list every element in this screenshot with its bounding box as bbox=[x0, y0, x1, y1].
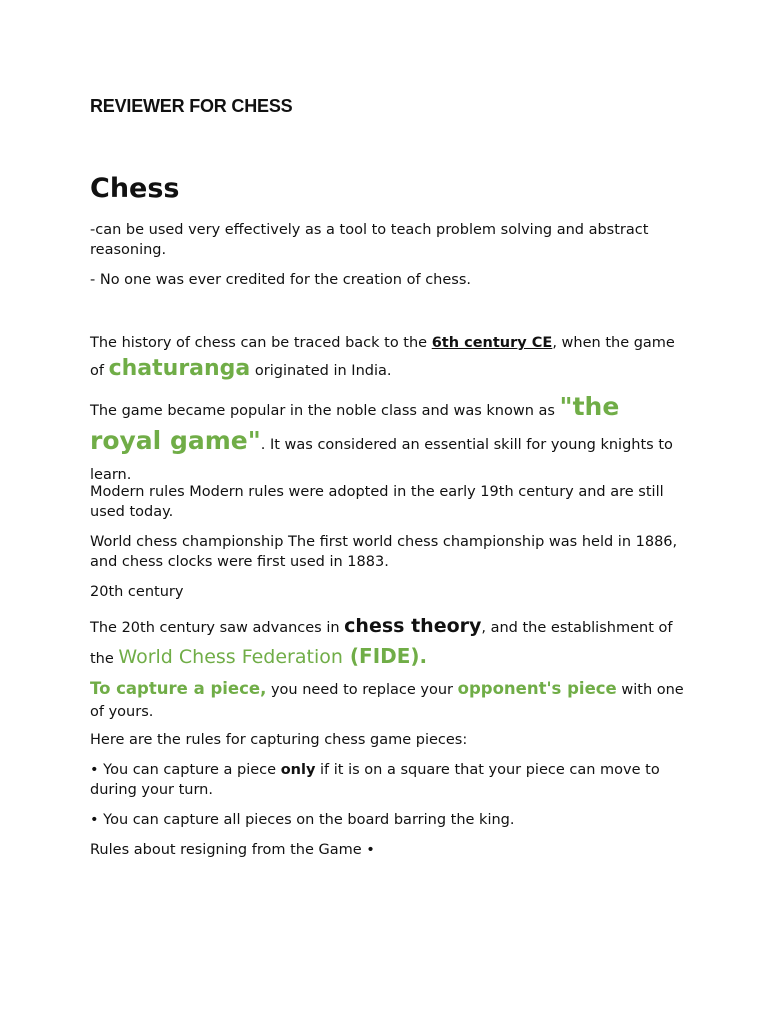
modern-rules-paragraph: Modern rules Modern rules were adopted in the early 19th century and are still used today. bbox=[90, 484, 664, 520]
capture-text-2: with one of yours. bbox=[90, 682, 684, 720]
capture-paragraph bbox=[90, 678, 690, 723]
history-highlight: 6th century CE bbox=[431, 335, 553, 351]
century-text-1: The 20th century saw advances in bbox=[90, 620, 345, 636]
opponent-piece-term: opponent's piece bbox=[457, 679, 617, 698]
history-paragraph bbox=[90, 330, 690, 384]
resigning-rules: Rules about resigning from the Game • bbox=[90, 842, 375, 858]
history-text-2: , when the game of bbox=[90, 335, 675, 379]
century-heading: 20th century bbox=[90, 584, 184, 600]
royal-game-paragraph bbox=[90, 392, 690, 490]
fide-acronym: (FIDE). bbox=[342, 644, 428, 668]
chess-theory-term: chess theory bbox=[344, 615, 482, 637]
century-text-2: , and the establishment of the bbox=[90, 620, 673, 667]
history-text-1: The history of chess can be traced back to the bbox=[90, 335, 432, 351]
history-text-3: originated in India. bbox=[250, 363, 392, 379]
royal-text-2: . It was considered an essential skill for young knights to learn. bbox=[90, 437, 673, 483]
fide-name: World Chess Federation bbox=[118, 646, 343, 668]
capture-lead: To capture a piece, bbox=[90, 679, 267, 698]
rule-1-text-2: if it is on a square that your piece can move to during your turn. bbox=[90, 762, 660, 798]
twentieth-century-paragraph bbox=[90, 612, 690, 673]
rule-item-2: • You can capture all pieces on the board barring the king. bbox=[90, 812, 515, 828]
rules-intro: Here are the rules for capturing chess game pieces: bbox=[90, 732, 468, 748]
capture-text-1: you need to replace your bbox=[266, 682, 458, 698]
chaturanga-term: chaturanga bbox=[108, 356, 251, 381]
intro-paragraph-2: - No one was ever credited for the creation of chess. bbox=[90, 272, 471, 288]
royal-text-1: The game became popular in the noble class and was known as bbox=[90, 403, 560, 419]
rule-item-1 bbox=[90, 760, 690, 800]
royal-game-term: "the royal game" bbox=[90, 392, 620, 455]
rule-1-text-1: • You can capture a piece bbox=[90, 762, 281, 778]
section-heading-chess: Chess bbox=[90, 173, 180, 204]
championship-paragraph: World chess championship The first world chess championship was held in 1886, and chess clocks were first used in 1883. bbox=[90, 534, 678, 570]
document-title: REVIEWER FOR CHESS bbox=[90, 96, 293, 116]
rule-1-emphasis: only bbox=[280, 762, 316, 778]
intro-paragraph-1: -can be used very effectively as a tool to teach problem solving and abstract reasoning. bbox=[90, 222, 649, 258]
